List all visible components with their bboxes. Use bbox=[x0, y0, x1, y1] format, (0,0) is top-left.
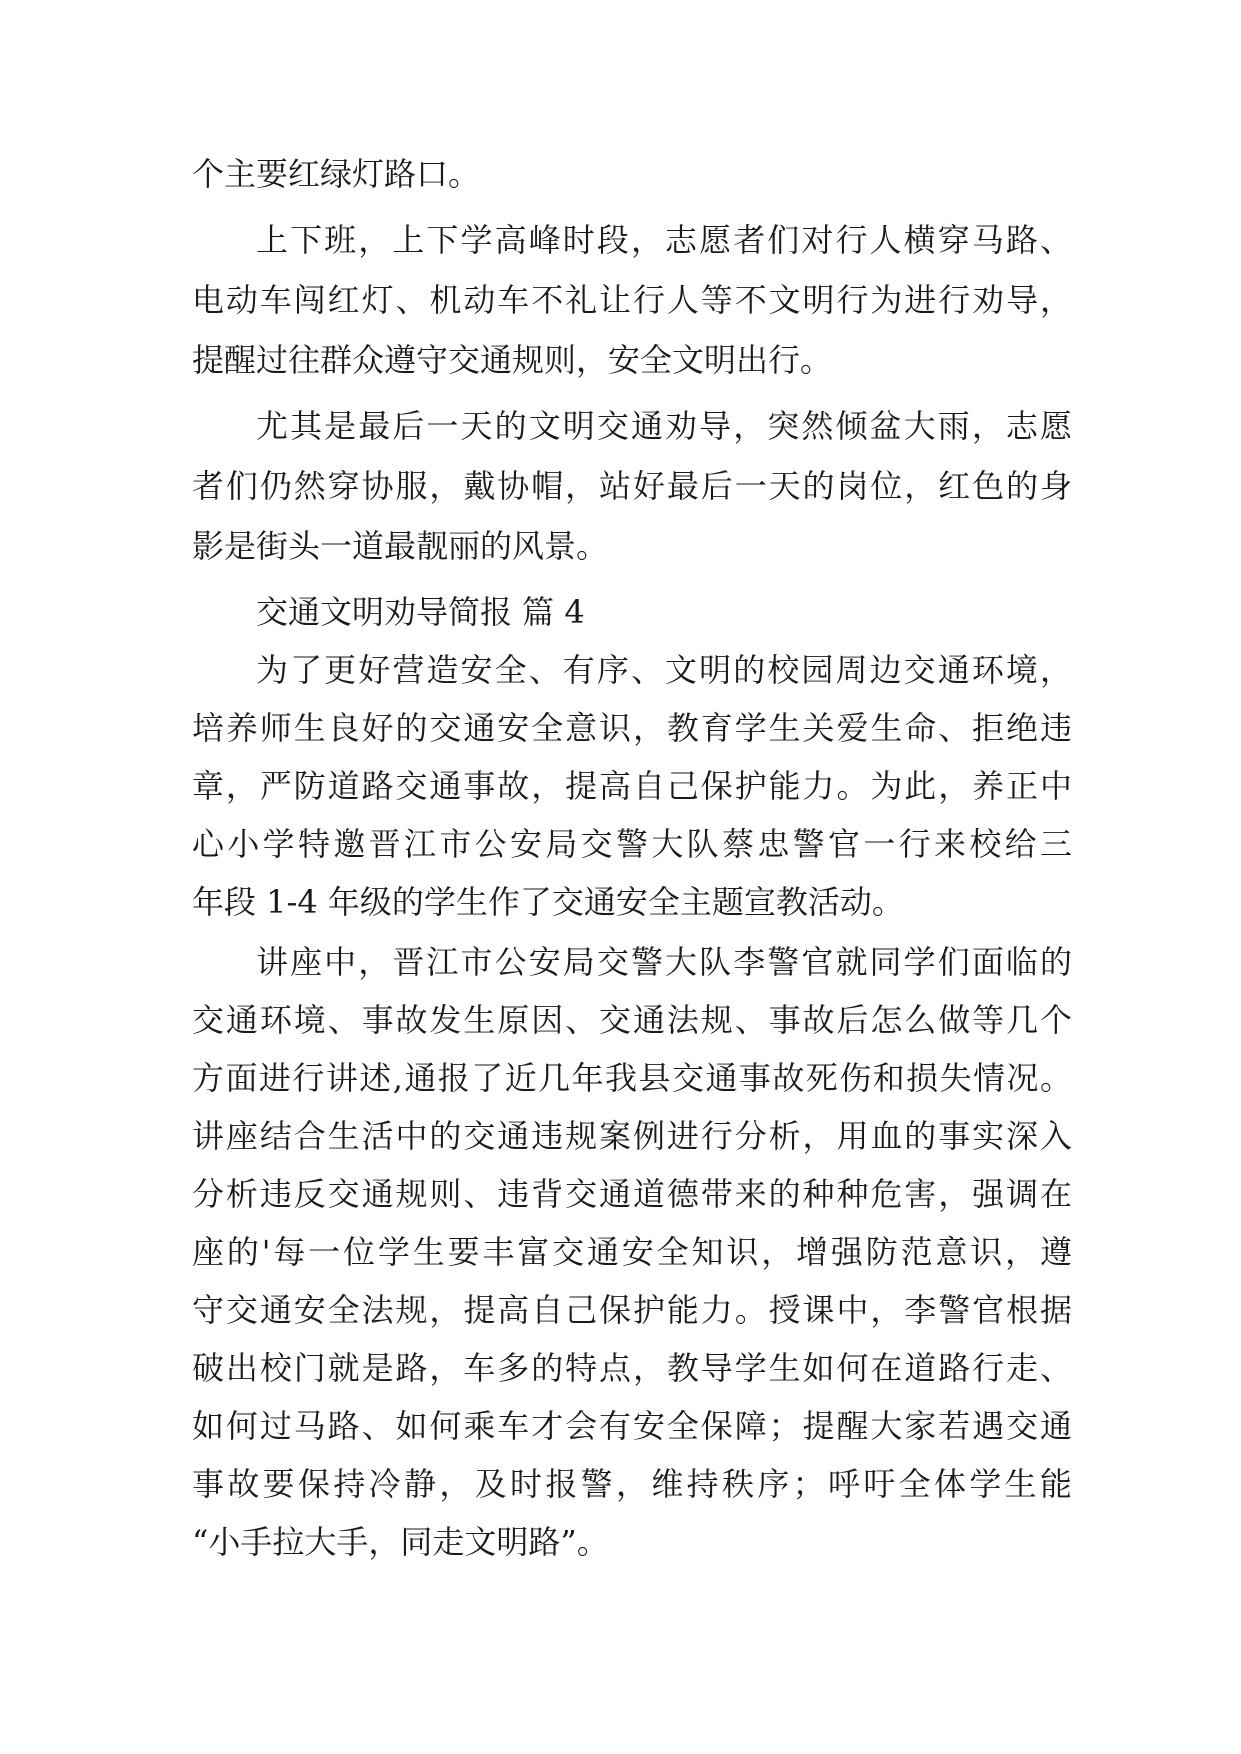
text-line: “小手拉大手，同走文明路”。 bbox=[192, 1523, 609, 1561]
text-line: 章，严防道路交通事故，提高自己保护能力。为此，养正中 bbox=[192, 767, 1072, 805]
text-line: 个主要红绿灯路口。 bbox=[192, 155, 481, 193]
text-line: 方面进行讲述,通报了近几年我县交通事故死伤和损失情况。 bbox=[192, 1059, 1072, 1097]
text-line: 讲座结合生活中的交通违规案例进行分析，用血的事实深入 bbox=[192, 1117, 1072, 1155]
text-line: 守交通安全法规，提高自己保护能力。授课中，李警官根据 bbox=[192, 1291, 1072, 1329]
section-heading: 交通文明劝导简报 篇 4 bbox=[256, 593, 585, 631]
text-line: 讲座中，晋江市公安局交警大队李警官就同学们面临的 bbox=[256, 943, 1072, 981]
text-line: 者们仍然穿协服，戴协帽，站好最后一天的岗位，红色的身 bbox=[192, 467, 1072, 505]
text-line: 心小学特邀晋江市公安局交警大队蔡忠警官一行来校给三 bbox=[192, 825, 1072, 863]
text-line: 如何过马路、如何乘车才会有安全保障；提醒大家若遇交通 bbox=[192, 1407, 1072, 1445]
text-line: 提醒过往群众遵守交通规则，安全文明出行。 bbox=[192, 341, 833, 379]
text-line: 事故要保持冷静，及时报警，维持秩序；呼吁全体学生能 bbox=[192, 1465, 1072, 1503]
text-line: 影是街头一道最靓丽的风景。 bbox=[192, 527, 609, 565]
text-line: 座的'每一位学生要丰富交通安全知识，增强防范意识，遵 bbox=[192, 1233, 1072, 1271]
text-line: 尤其是最后一天的文明交通劝导，突然倾盆大雨，志愿 bbox=[256, 407, 1072, 445]
text-line: 交通环境、事故发生原因、交通法规、事故后怎么做等几个 bbox=[192, 1001, 1072, 1039]
text-line: 培养师生良好的交通安全意识，教育学生关爱生命、拒绝违 bbox=[192, 709, 1072, 747]
text-line: 上下班，上下学高峰时段，志愿者们对行人横穿马路、 bbox=[256, 221, 1072, 259]
text-line: 年段 1-4 年级的学生作了交通安全主题宣教活动。 bbox=[192, 883, 904, 921]
text-line: 为了更好营造安全、有序、文明的校园周边交通环境， bbox=[256, 651, 1072, 689]
text-line: 分析违反交通规则、违背交通道德带来的种种危害，强调在 bbox=[192, 1175, 1072, 1213]
text-line: 电动车闯红灯、机动车不礼让行人等不文明行为进行劝导， bbox=[192, 281, 1072, 319]
text-line: 破出校门就是路，车多的特点，教导学生如何在道路行走、 bbox=[192, 1349, 1072, 1387]
